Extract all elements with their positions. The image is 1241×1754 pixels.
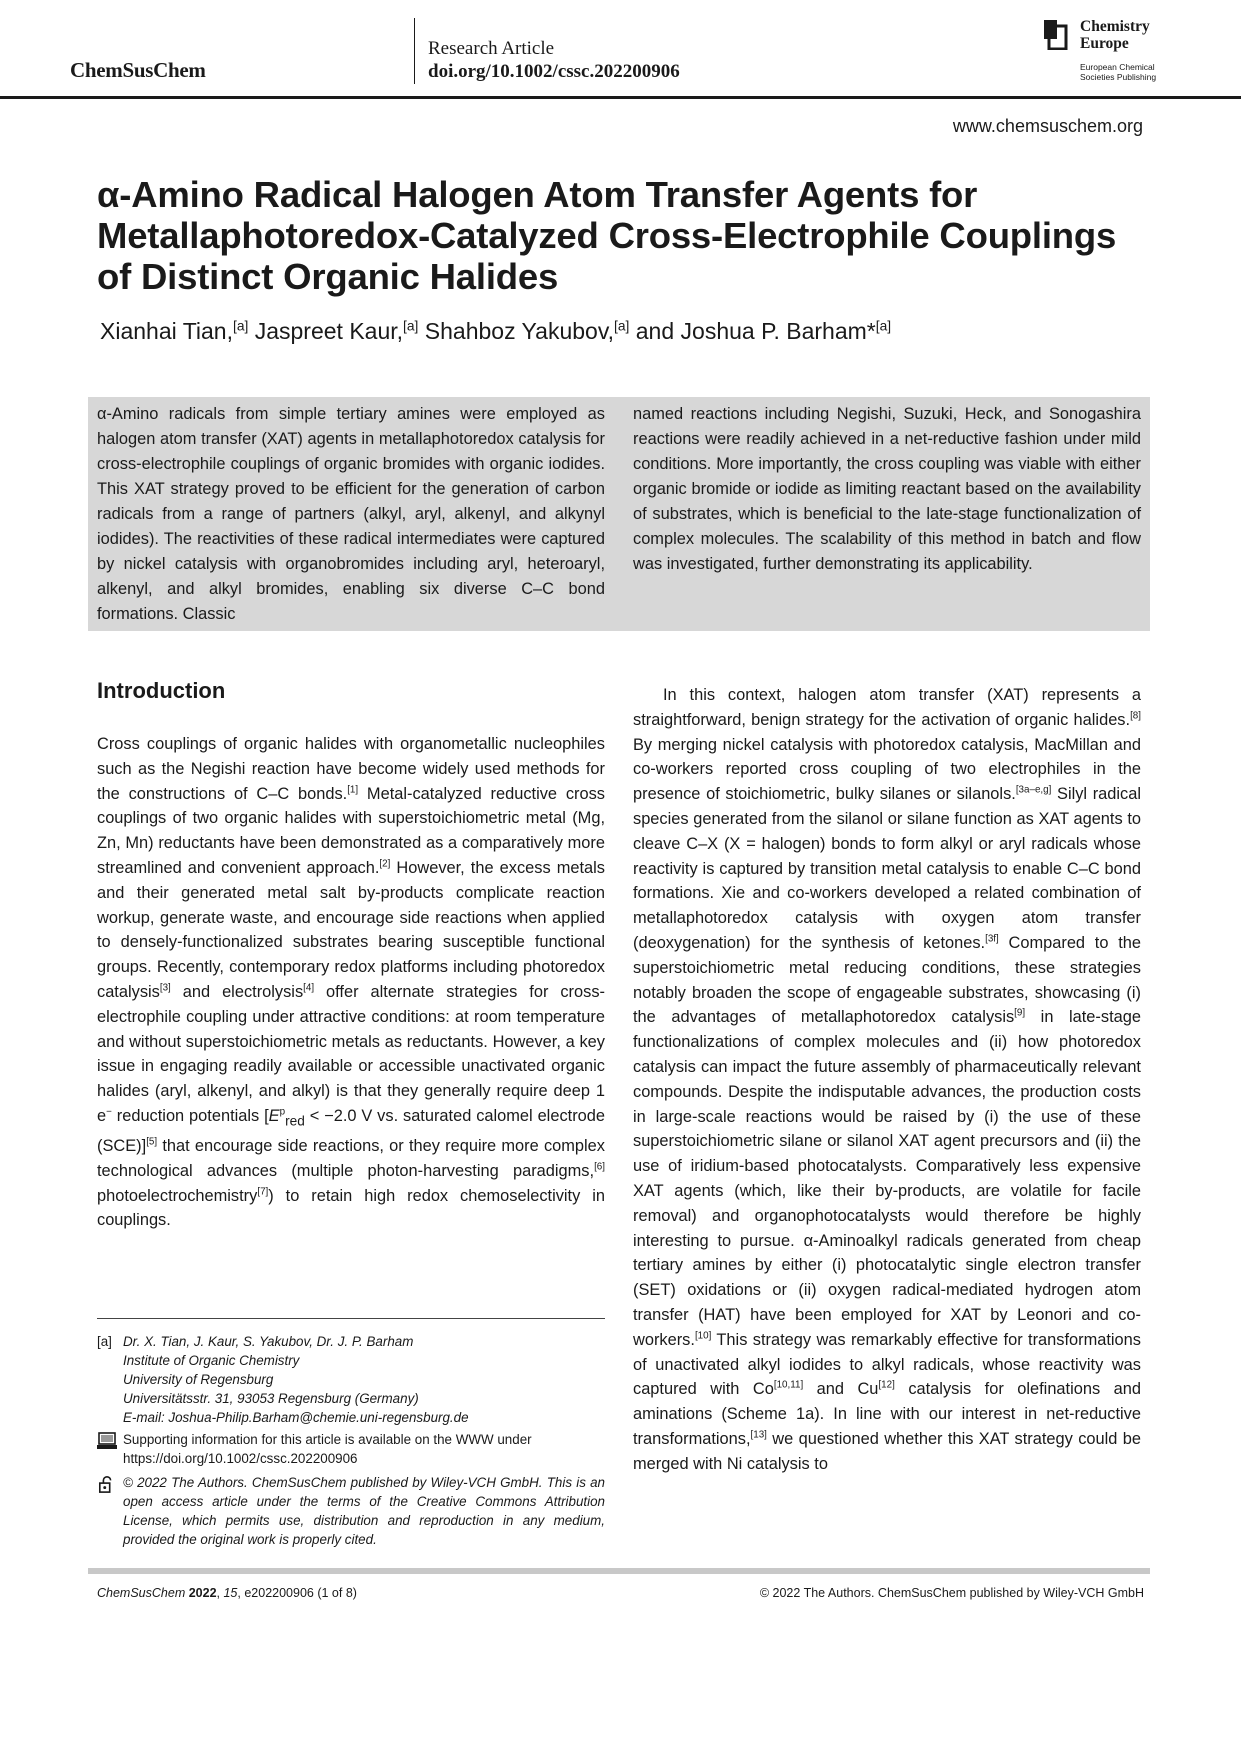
citation-ref[interactable]: [5]	[146, 1136, 158, 1148]
citation-ref[interactable]: [4]	[303, 982, 315, 994]
text-run: ) to retain high redox chemoselectivity in couplings.	[97, 1186, 605, 1230]
author-affiliation: [a]	[232, 318, 249, 334]
footer-volume: 15	[223, 1586, 238, 1600]
affiliation-footnote	[97, 1332, 605, 1427]
text-run: < −2.0 V vs. saturated calomel electrode (SCE)]	[97, 1106, 605, 1156]
journal-name: ChemSusChem	[70, 58, 206, 82]
citation-ref[interactable]: [13]	[750, 1429, 767, 1441]
text-run: and Cu	[803, 1380, 879, 1399]
license-footnote	[97, 1473, 605, 1549]
logo-subtitle	[1080, 62, 1176, 82]
header-divider	[414, 18, 415, 84]
text-run: catalysis for olefinations and aminations (Scheme 1a). In line with our interest in net-reductive transformations,	[633, 1380, 1141, 1448]
license-text: © 2022 The Authors. ChemSusChem published by Wiley-VCH GmbH. This is an open access article under the terms of the Creative Commons Attribution License, which permits use, distribution and reproduction in any medium, provided the original work is properly cited.	[123, 1475, 605, 1547]
citation-ref[interactable]: [2]	[379, 858, 391, 870]
text-run: and electrolysis	[170, 982, 304, 1001]
article-title	[97, 174, 1157, 297]
footer-rule	[88, 1568, 1150, 1574]
logo-subtitle-line: Societies Publishing	[1080, 72, 1157, 82]
citation-ref[interactable]: [3a–e,g]	[1015, 784, 1052, 796]
supporting-info-footnote	[97, 1430, 605, 1468]
introduction-column-1	[97, 732, 605, 1233]
paragraph	[633, 683, 1141, 1477]
logo-title-line: Europe	[1080, 35, 1129, 52]
footer-pages: , e202200906 (1 of 8)	[237, 1586, 357, 1600]
author-name: and Joshua P. Barham*	[635, 318, 876, 344]
abstract-column-1: α-Amino radicals from simple tertiary amines were employed as halogen atom transfer (XAT) agents in metallaphotoredox catalysis for cross-electrophile couplings of organic bromides with organic iodides. This XAT strategy proved to be efficient for the generation of carbon radicals from a range of partners (alkyl, aryl, alkenyl, and alkynyl iodides). The reactivities of these radical intermediates were captured by nickel catalysis with organobromides including aryl, heteroaryl, alkenyl, and alkyl bromides, enabling six diverse C–C bond formations. Classic	[97, 405, 605, 623]
title-line: Metallaphotoredox-Catalyzed Cross-Electrophile Couplings	[97, 215, 1117, 256]
author-name: Jaspreet Kaur,	[254, 318, 404, 344]
text-run: In this context, halogen atom transfer (XAT) represents a straightforward, benign strategy for the activation of organic halides.	[633, 686, 1141, 729]
footer-copyright: © 2022 The Authors. ChemSusChem published by Wiley-VCH GmbH	[759, 1586, 1144, 1600]
citation-ref[interactable]: [12]	[878, 1379, 895, 1391]
article-type: Research Article	[428, 38, 555, 59]
text-run: offer alternate strategies for cross-electrophile coupling under attractive conditions: at room temperature and without superstoichiometric metals as reductants. However, a key issue in engaging readily available or accessible unactivated organic halides (aryl, alkenyl, and alkyl) is that they generally require deep 1 e	[97, 982, 605, 1125]
text-run: that encourage side reactions, or they require more complex technological advances (multiple photon-harvesting paradigms,	[97, 1137, 605, 1180]
citation-ref[interactable]: [6]	[594, 1161, 605, 1173]
author-name: Shahboz Yakubov,	[424, 318, 615, 344]
logo-title-line: Chemistry	[1080, 18, 1150, 35]
author-name: Xianhai Tian,	[100, 318, 233, 344]
affiliation-line: University of Regensburg	[123, 1372, 274, 1387]
footer-citation: ChemSusChem 2022, 15, e202200906 (1 of 8)	[97, 1586, 357, 1600]
citation-ref[interactable]: [7]	[257, 1186, 269, 1198]
citation-ref[interactable]: [10]	[694, 1330, 712, 1342]
chemistry-europe-logo-icon	[1044, 20, 1068, 50]
text-run: photoelectrochemistry	[97, 1186, 258, 1205]
author-affiliation: [a]	[403, 318, 419, 334]
affiliation-line: Institute of Organic Chemistry	[123, 1353, 300, 1368]
potential-symbol: E	[268, 1106, 280, 1125]
abstract-column-2: named reactions including Negishi, Suzuki, Heck, and Sonogashira reactions were readily achieved in a net-reductive fashion under mild conditions. More importantly, the cross coupling was viable with either organic bromide or iodide as limiting reactant based on the availability of substrates, which is beneficial to the late-stage functionalization of complex molecules. The scalability of this method in batch and flow was investigated, further demonstrating its applicability.	[633, 405, 1141, 573]
section-heading-introduction: Introduction	[97, 678, 226, 703]
text-run: in late-stage functionalizations of complex molecules and (ii) how photoredox catalysis can impact the future assembly of pharmaceutically relevant compounds. Despite the indisputable advances, the production costs in large-scale reactions would be raised by (i) the use of these superstoichiometric silane or silanol XAT agent precursors and (ii) the use of iridium-based photocatalysts. Comparatively less expensive XAT agents (which, like their by-products, are volatile for facile removal) and organophotocatalysts would therefore be highly interesting to pursue. α-Aminoalkyl radicals generated from cheap tertiary amines by either (i) photocatalytic single electron transfer (SET) oxidations or (ii) oxygen radical-mediated hydrogen atom transfer (HAT) have been employed for XAT by Leonori and co-workers.	[633, 1008, 1141, 1349]
text-run: reduction potentials [	[111, 1106, 269, 1125]
text-run: By merging nickel catalysis with photoredox catalysis, MacMillan and co-workers reported cross coupling of two electrophiles in the presence of stoichiometric, bulky silanes or silanols.	[633, 735, 1141, 804]
supporting-info-text[interactable]: Supporting information for this article is available on the WWW under https://doi.org/10.1002/cssc.202200906	[123, 1432, 532, 1466]
affiliation-line: Universitätsstr. 31, 93053 Regensburg (Germany)	[123, 1391, 419, 1406]
text-run: This strategy was remarkably effective for transformations of unactivated alkyl iodides to alkyl radicals, whose reactivity was captured with Co	[633, 1330, 1141, 1399]
paragraph	[97, 732, 605, 1233]
journal-website[interactable]: www.chemsuschem.org	[952, 116, 1143, 136]
title-line: of Distinct Organic Halides	[97, 256, 559, 297]
logo-title	[1080, 18, 1176, 52]
author-list	[100, 318, 891, 345]
header-rule	[0, 96, 1241, 99]
superscript: p	[279, 1106, 286, 1118]
chemistry-europe-logo[interactable]	[1044, 18, 1174, 82]
citation-ref[interactable]: [10,11]	[773, 1379, 804, 1391]
title-line: α-Amino Radical Halogen Atom Transfer Agents for	[97, 174, 978, 215]
doi-link[interactable]: doi.org/10.1002/cssc.202200906	[428, 61, 680, 82]
introduction-column-2	[633, 683, 1141, 1477]
computer-icon	[97, 1432, 117, 1450]
citation-ref[interactable]: [3f]	[985, 933, 999, 945]
citation-ref[interactable]: [1]	[347, 784, 359, 796]
text-run: Cross couplings of organic halides with organometallic nucleophiles such as the Negishi reaction have become widely used methods for the constructions of C–C bonds.	[97, 735, 605, 803]
logo-subtitle-line: European Chemical	[1080, 62, 1155, 72]
affiliation-email[interactable]: E-mail: Joshua-Philip.Barham@chemie.uni-regensburg.de	[123, 1410, 469, 1425]
text-run: However, the excess metals and their generated metal salt by-products complicate reaction workup, generate waste, and encourage side reactions when applied to densely-functionalized substrates bearing susceptible functional groups. Recently, contemporary redox platforms including photoredox catalysis	[97, 858, 605, 1001]
text-run: Silyl radical species generated from the silanol or silane function as XAT agents to cleave C–X (X = halogen) bonds to form alkyl or aryl radicals whose reactivity is captured by transition metal catalysis to enable C–C bond formations. Xie and co-workers developed a related combination of metallaphotoredox catalysis with oxygen atom transfer (deoxygenation) for the synthesis of ketones.	[633, 785, 1141, 952]
text-run: Metal-catalyzed reductive cross couplings of two organic halides with superstoichiometric metal (Mg, Zn, Mn) reductants have been demonstrated as a comparatively more streamlined and convenient approach.	[97, 784, 605, 877]
footer-journal: ChemSusChem	[97, 1586, 186, 1600]
citation-ref[interactable]: [8]	[1130, 710, 1141, 722]
affiliation-line: Dr. X. Tian, J. Kaur, S. Yakubov, Dr. J. P. Barham	[123, 1334, 414, 1349]
superscript: −	[106, 1106, 112, 1118]
citation-ref[interactable]: [9]	[1014, 1007, 1026, 1019]
footer-year: 2022	[188, 1586, 217, 1600]
author-affiliation: [a]	[614, 318, 630, 334]
author-affiliation: [a]	[875, 318, 892, 334]
text-run: we questioned whether this XAT strategy could be merged with Ni catalysis to	[633, 1429, 1141, 1473]
subscript: red	[285, 1113, 305, 1129]
affiliation-marker: [a]	[97, 1334, 112, 1349]
text-run: Compared to the superstoichiometric metal reducing conditions, these strategies notably broaden the scope of engageable substrates, showcasing (i) the advantages of metallaphotoredox catalysis	[633, 933, 1141, 1027]
footnote-divider	[97, 1318, 605, 1319]
citation-ref[interactable]: [3]	[159, 982, 171, 994]
open-access-icon	[97, 1475, 117, 1493]
